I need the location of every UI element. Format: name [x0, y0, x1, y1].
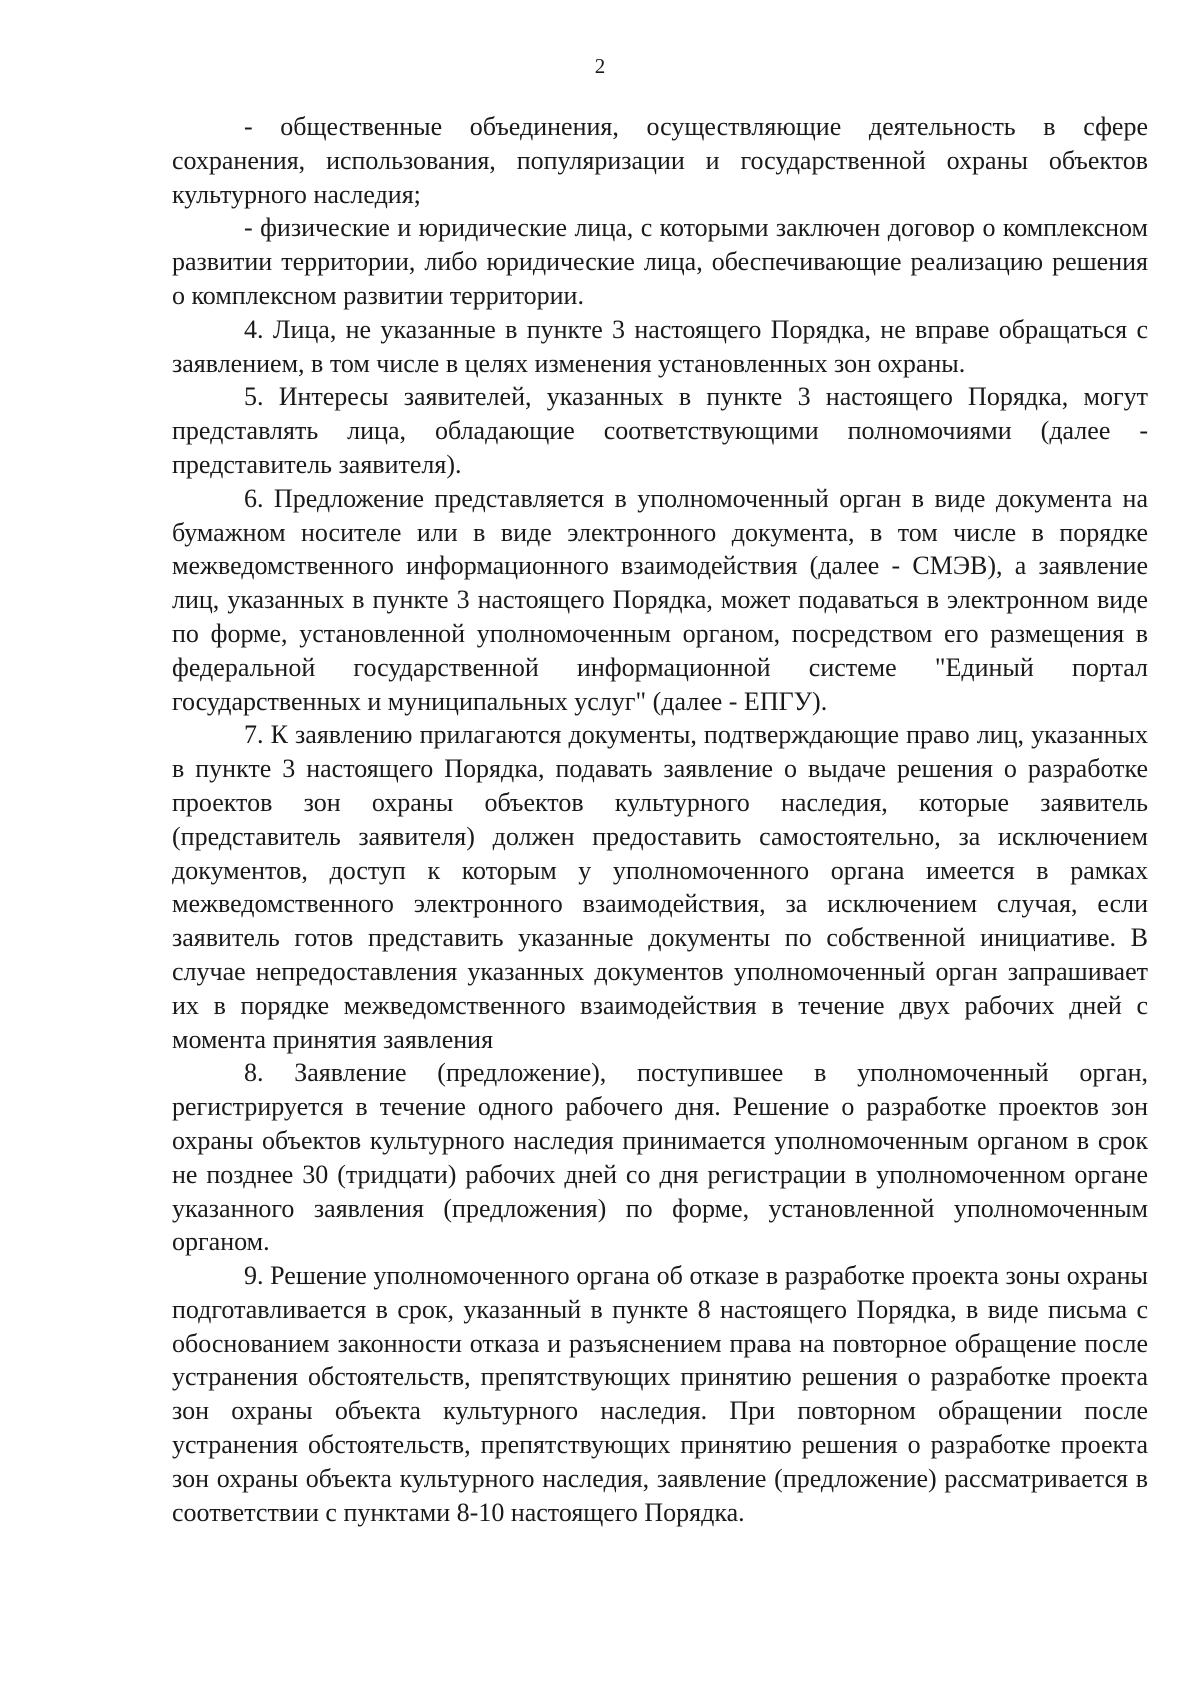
paragraph-item-9: 9. Решение уполномоченного органа об отказе в разработке проекта зоны охраны подготавливается в срок, указанный в пункте 8 настоящего Порядка, в виде письма с обоснованием законности отказа и разъяснением права на повторное обращение после устранения обстоятельств, препятствующих принятию решения о разработке проекта зон охраны объекта культурного наследия. При повторном обращении после устранения обстоятельств, препятствующих принятию решения о разработке проекта зон охраны объекта культурного наследия, заявление (предложение) рассматривается в соответствии с пунктами 8-10 настоящего Порядка. — [172, 1261, 1148, 1527]
paragraph-individuals-legal-entities: - физические и юридические лица, с которыми заключен договор о комплексном развитии территории, либо юридические лица, обеспечивающие реализацию решения о комплексном развитии территории. — [172, 213, 1148, 310]
paragraph-item-5: 5. Интересы заявителей, указанных в пункте 3 настоящего Порядка, могут представлять лица, обладающие соответствующими полномочиями (далее - представитель заявителя). — [172, 382, 1148, 479]
page-number: 2 — [594, 54, 606, 78]
paragraph-item-6: 6. Предложение представляется в уполномоченный орган в виде документа на бумажном носителе или в виде электронного документа, в том числе в порядке межведомственного информационного взаимодействия (далее - СМЭВ), а заявление лиц, указанных в пункте 3 настоящего Порядка, может подаваться в электронном виде по форме, установленной уполномоченным органом, посредством его размещения в федеральной государственной информационной системе "Единый портал государственных и муниципальных услуг" (далее - ЕПГУ). — [172, 483, 1148, 716]
paragraph-item-8: 8. Заявление (предложение), поступившее в уполномоченный орган, регистрируется в течение одного рабочего дня. Решение о разработке проектов зон охраны объектов культурного наследия принимается уполномоченным органом в срок не позднее 30 (тридцати) рабочих дней со дня регистрации в уполномоченном органе указанного заявления (предложения) по форме, установленной уполномоченным органом. — [172, 1058, 1148, 1257]
paragraph-item-4: 4. Лица, не указанные в пункте 3 настоящего Порядка, не вправе обращаться с заявлением, в том числе в целях изменения установленных зон охраны. — [172, 314, 1148, 378]
document-body — [172, 110, 1148, 1529]
paragraph-public-associations: - общественные объединения, осуществляющие деятельность в сфере сохранения, использования, популяризации и государственной охраны объектов культурного наследия; — [172, 112, 1148, 209]
paragraph-item-7: 7. К заявлению прилагаются документы, подтверждающие право лиц, указанных в пункте 3 настоящего Порядка, подавать заявление о выдаче решения о разработке проектов зон охраны объектов культурного наследия, которые заявитель (представитель заявителя) должен предоставить самостоятельно, за исключением документов, доступ к которым у уполномоченного органа имеется в рамках межведомственного электронного взаимодействия, за исключением случая, если заявитель готов представить указанные документы по собственной инициативе. В случае непредоставления указанных документов уполномоченный орган запрашивает их в порядке межведомственного взаимодействия в течение двух рабочих дней с момента принятия заявления — [172, 720, 1148, 1054]
